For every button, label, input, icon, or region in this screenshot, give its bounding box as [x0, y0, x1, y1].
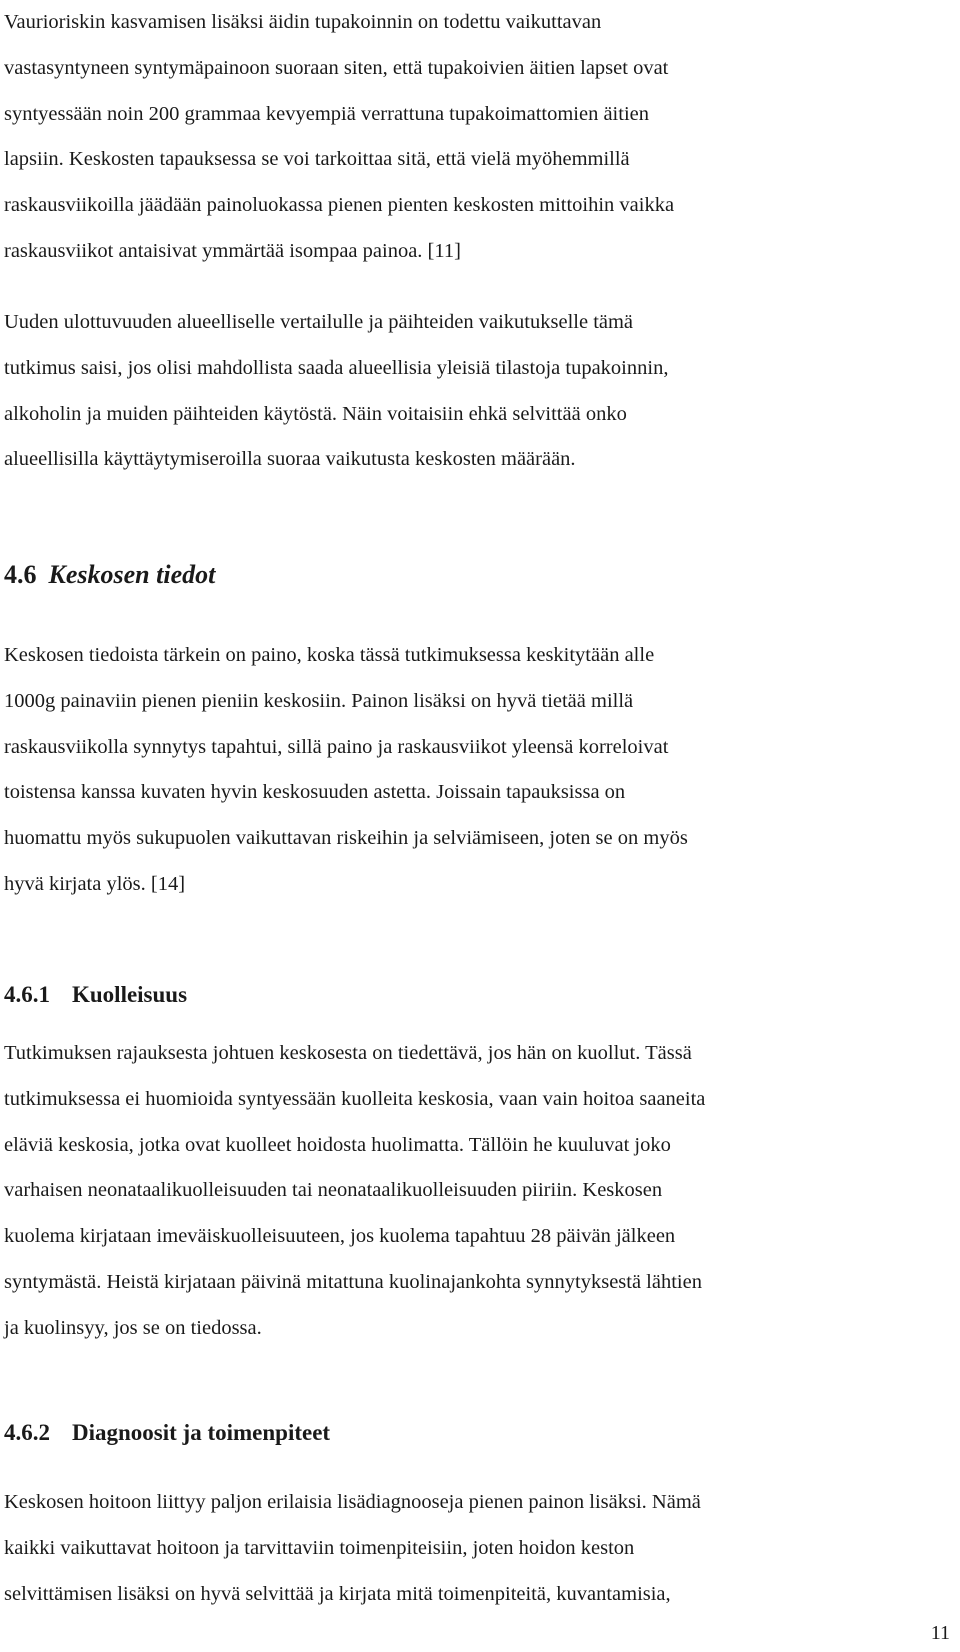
- text-line: ja kuolinsyy, jos se on tiedossa.: [4, 1316, 262, 1339]
- text-line: Vaurioriskin kasvamisen lisäksi äidin tupakoinnin on todettu vaikuttavan: [4, 11, 602, 33]
- text-line: raskausviikolla synnytys tapahtui, sillä paino ja raskausviikot yleensä korreloivat: [4, 735, 669, 758]
- text-line: varhaisen neonataalikuolleisuuden tai neonataalikuolleisuuden piiriin. Keskosen: [4, 1179, 663, 1202]
- section-title: Keskosen tiedot: [48, 560, 216, 589]
- text-line: eläviä keskosia, jotka ovat kuolleet hoidosta huolimatta. Tällöin he kuuluvat joko: [4, 1133, 671, 1156]
- text-line: vastasyntyneen syntymäpainoon suoraan siten, että tupakoivien äitien lapset ovat: [4, 56, 669, 79]
- paragraph-smoking-birthweight: [4, 0, 944, 275]
- text-line: kaikki vaikuttavat hoitoon ja tarvittaviin toimenpiteisiin, joten hoidon keston: [4, 1536, 635, 1559]
- subsection-heading-mortality: [4, 982, 187, 1008]
- subsection-title: Diagnoosit ja toimenpiteet: [72, 1420, 331, 1445]
- text-line: syntyessään noin 200 grammaa kevyempiä verrattuna tupakoimattomien äitien: [4, 102, 649, 125]
- text-line: huomattu myös sukupuolen vaikuttavan riskeihin ja selviämiseen, joten se on myös: [4, 827, 688, 850]
- text-line: raskausviikoilla jäädään painoluokassa pienen pienten keskosten mittoihin vaikka: [4, 194, 675, 217]
- text-line: syntymästä. Heistä kirjataan päivinä mitattuna kuolinajankohta synnytyksestä lähtien: [4, 1270, 702, 1293]
- text-line: 1000g painaviin pienen pieniin keskosiin. Painon lisäksi on hyvä tietää millä: [4, 689, 634, 712]
- section-heading: [4, 560, 215, 590]
- section-number: 4.6: [4, 560, 37, 589]
- paragraph-preterm-data: [4, 633, 944, 908]
- text-line: lapsiin. Keskosten tapauksessa se voi tarkoittaa sitä, että vielä myöhemmillä: [4, 148, 630, 171]
- text-line: tutkimus saisi, jos olisi mahdollista saada alueellisia yleisiä tilastoja tupakoinnin,: [4, 356, 669, 379]
- text-line: Uuden ulottuvuuden alueelliselle vertailulle ja päihteiden vaikutukselle tämä: [4, 311, 634, 333]
- text-line: hyvä kirjata ylös. [14]: [4, 872, 186, 895]
- subsection-heading-diagnoses: [4, 1420, 330, 1446]
- subsection-number: 4.6.2: [4, 1420, 50, 1445]
- text-line: Tutkimuksen rajauksesta johtuen keskosesta on tiedettävä, jos hän on kuollut. Tässä: [4, 1042, 692, 1064]
- text-line: tutkimuksessa ei huomioida syntyessään kuolleita keskosia, vaan vain hoitoa saaneita: [4, 1087, 706, 1110]
- paragraph-regional-comparison: [4, 300, 944, 483]
- text-line: alkoholin ja muiden päihteiden käytöstä. Näin voitaisiin ehkä selvittää onko: [4, 402, 627, 425]
- text-line: Keskosen hoitoon liittyy paljon erilaisia lisädiagnooseja pienen painon lisäksi. Nämä: [4, 1491, 701, 1513]
- page-number: 11: [930, 1622, 950, 1644]
- text-line: toistensa kanssa kuvaten hyvin keskosuuden astetta. Joissain tapauksissa on: [4, 781, 626, 804]
- paragraph-mortality: [4, 1031, 944, 1352]
- text-line: Keskosen tiedoista tärkein on paino, koska tässä tutkimuksessa keskitytään alle: [4, 644, 655, 666]
- text-line: alueellisilla käyttäytymiseroilla suoraa vaikutusta keskosten määrään.: [4, 448, 576, 471]
- subsection-title: Kuolleisuus: [72, 982, 188, 1007]
- text-line: kuolema kirjataan imeväiskuolleisuuteen, jos kuolema tapahtuu 28 päivän jälkeen: [4, 1225, 676, 1248]
- subsection-number: 4.6.1: [4, 982, 50, 1007]
- text-line: selvittämisen lisäksi on hyvä selvittää ja kirjata mitä toimenpiteitä, kuvantamisia,: [4, 1582, 671, 1605]
- paragraph-diagnoses: [4, 1480, 944, 1617]
- text-line: raskausviikot antaisivat ymmärtää isompaa painoa. [11]: [4, 239, 461, 262]
